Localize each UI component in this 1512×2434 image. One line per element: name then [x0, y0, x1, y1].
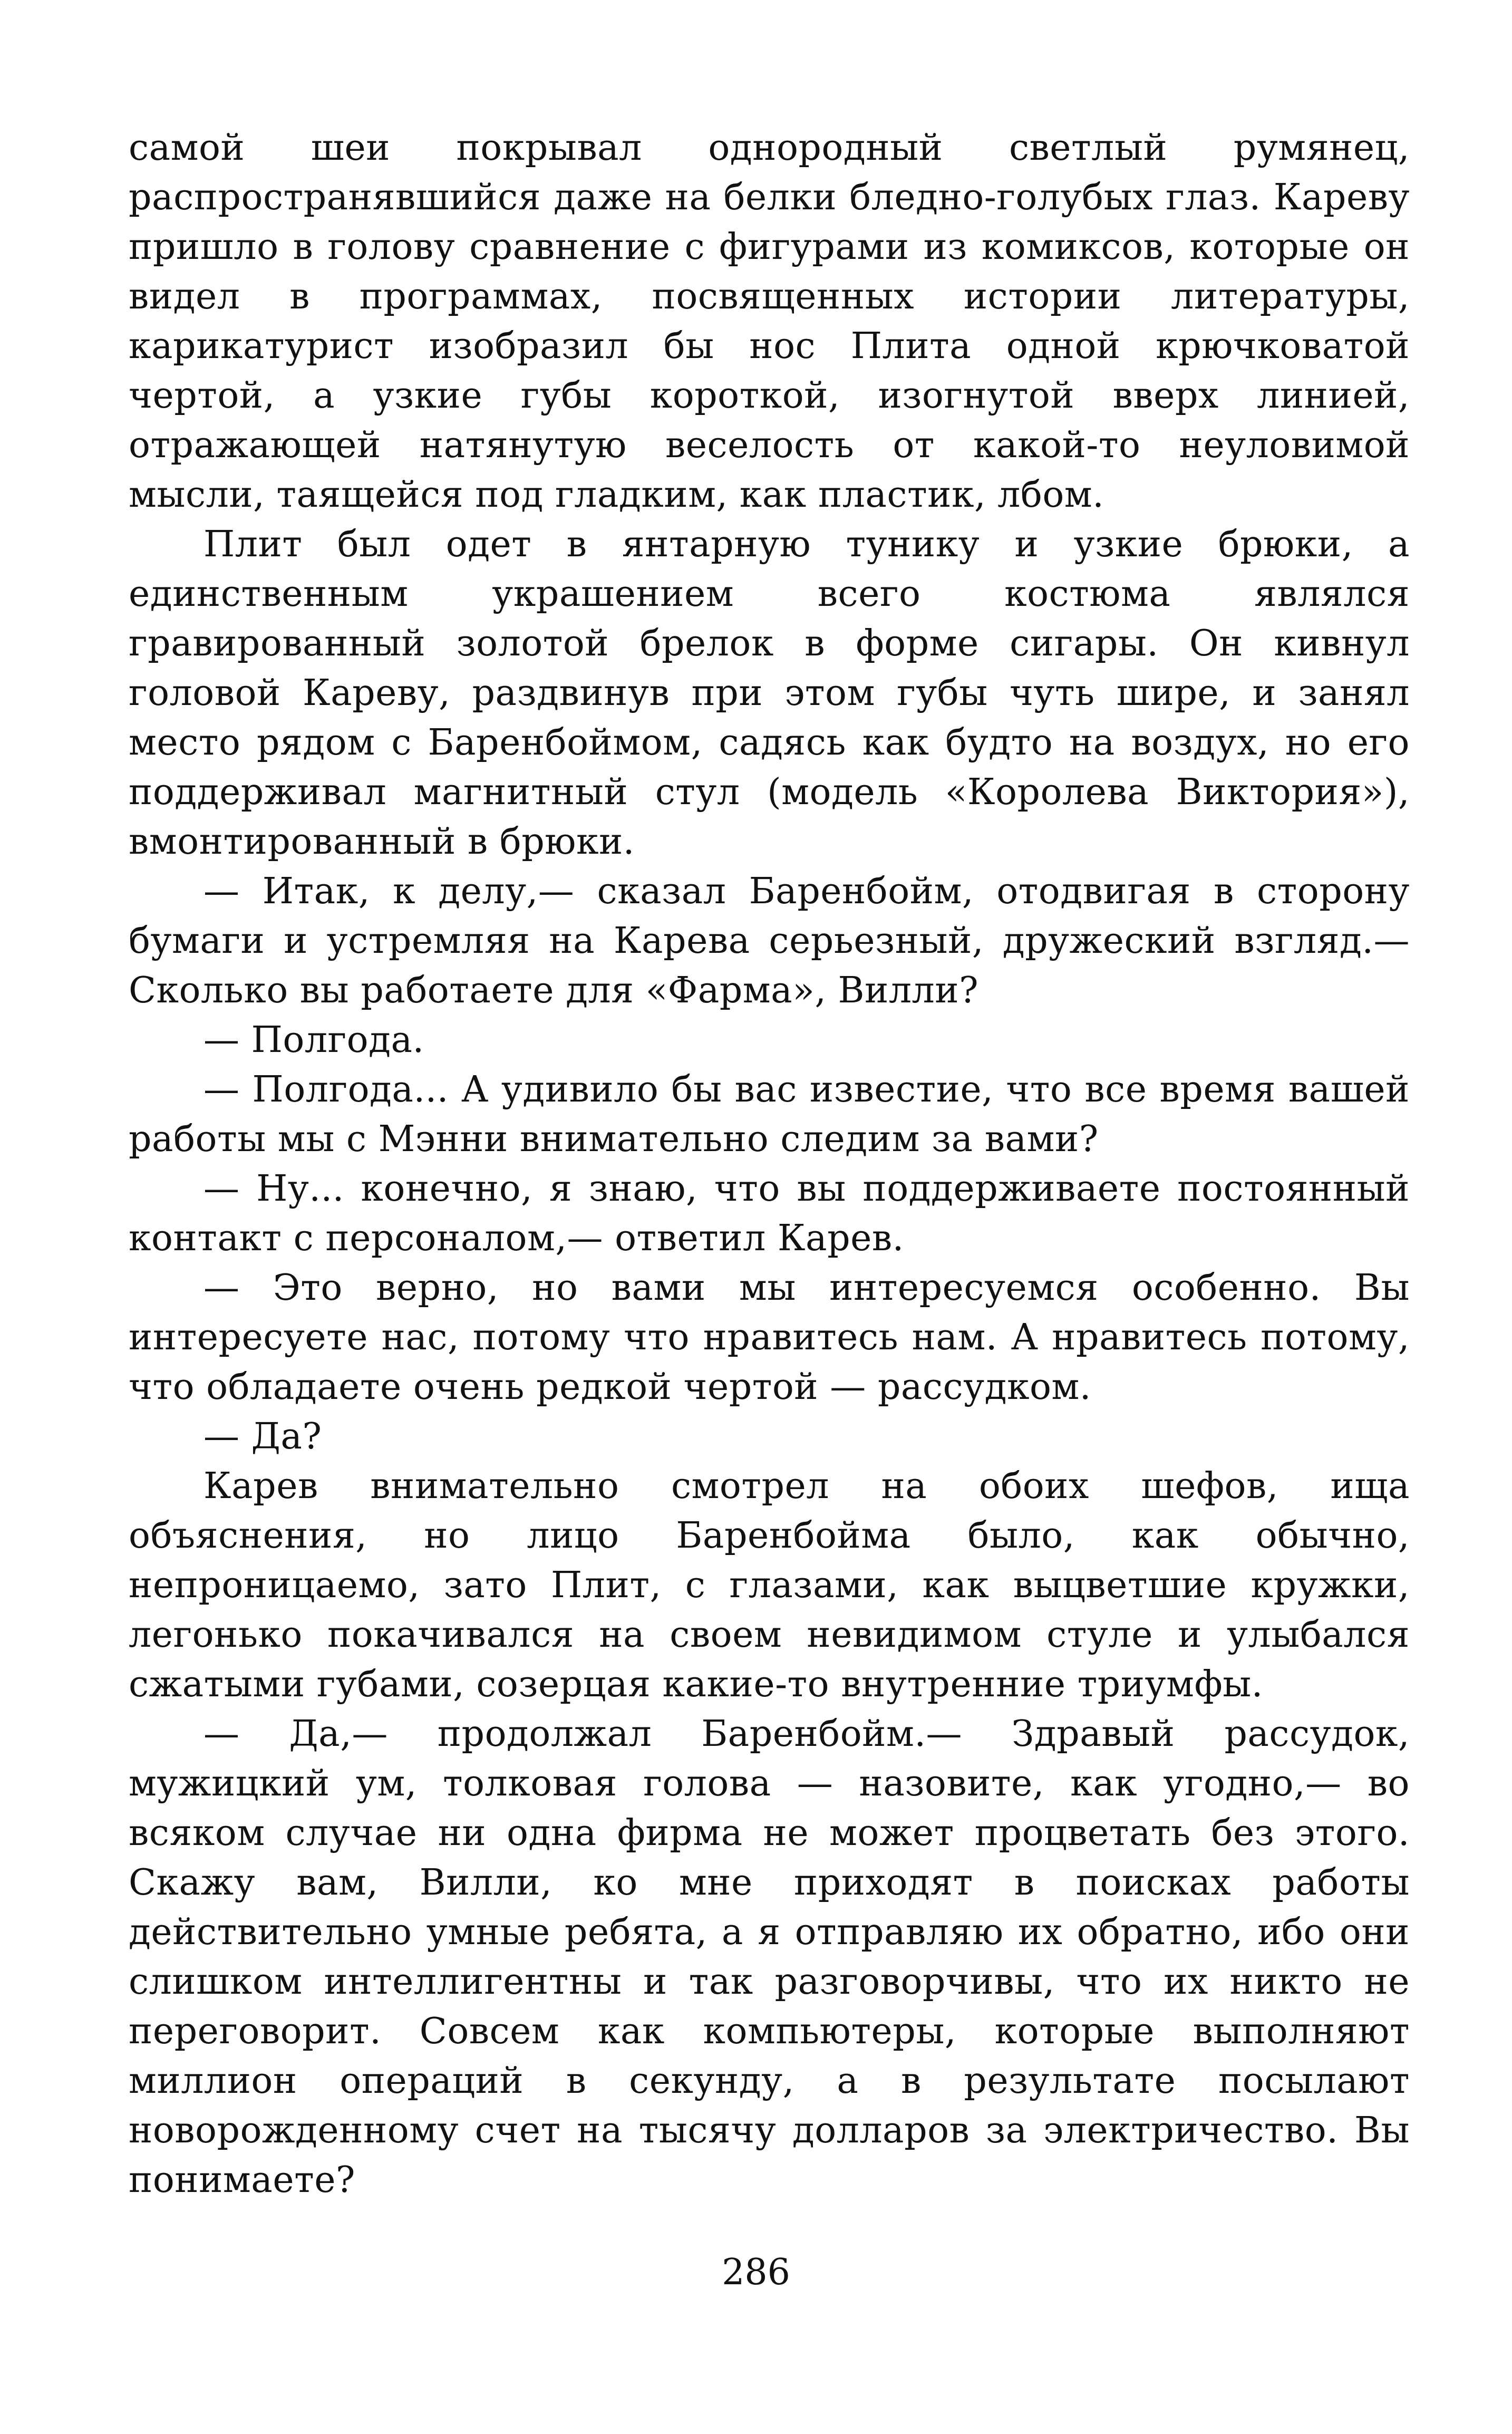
paragraph-2: Плит был одет в янтарную тунику и узкие брюки, а единственным украшением всего костюма являлся гравированный золотой брелок в форме сигары. Он кивнул головой Кареву, раздвинув при этом губы чуть шире, и занял место рядом с Баренбоймом, садясь как будто на воздух, но его поддерживал магнитный стул (модель «Королева Виктория»), вмонтированный в брюки. — [129, 524, 1410, 863]
paragraph-10: — Да,— продолжал Баренбойм.— Здравый рассудок, мужицкий ум, толковая голова — назовите, как угодно,— во всяком случае ни одна фирма не может процветать без этого. Скажу вам, Вилли, ко мне приходят в поисках работы действительно умные ребята, а я отправляю их обратно, ибо они слишком интеллигентны и так разговорчивы, что их никто не переговорит. Совсем как компьютеры, которые выполняют миллион операций в секунду, а в результате посылают новорожденному счет на тысячу долларов за электричество. Вы понимаете? — [129, 1713, 1410, 2201]
paragraph-9: Карев внимательно смотрел на обоих шефов, ища объяснения, но лицо Баренбойма было, как обычно, непроницаемо, зато Плит, с глазами, как выцветшие кружки, легонько покачивался на своем невидимом стуле и улыбался сжатыми губами, созерцая какие-то внутренние триумфы. — [129, 1465, 1410, 1705]
paragraph-7: — Это верно, но вами мы интересуемся особенно. Вы интересуете нас, потому что нравитесь нам. А нравитесь потому, что обладаете очень редкой чертой — рассудком. — [129, 1267, 1410, 1408]
paragraph-1: самой шеи покрывал однородный светлый румянец, распространявшийся даже на белки бледно-голубых глаз. Кареву пришло в голову сравнение с фигурами из комиксов, которые он видел в программах, посвященных истории литературы, карикатурист изобразил бы нос Плита одной крючковатой чертой, а узкие губы короткой, изогнутой вверх линией, отражающей натянутую веселость от какой-то неуловимой мысли, таящейся под гладким, как пластик, лбом. — [129, 127, 1410, 516]
paragraph-4: — Полгода. — [203, 1019, 424, 1061]
page-number: 286 — [722, 2252, 790, 2293]
paragraph-6: — Ну... конечно, я знаю, что вы поддерживаете постоянный контакт с персоналом,— ответил Карев. — [129, 1168, 1410, 1259]
paragraph-5: — Полгода... А удивило бы вас известие, что все время вашей работы мы с Мэнни внимательно следим за вами? — [129, 1069, 1410, 1160]
paragraph-3: — Итак, к делу,— сказал Баренбойм, отодвигая в сторону бумаги и устремляя на Карева серьезный, дружеский взгляд.— Сколько вы работаете для «Фарма», Вилли? — [129, 871, 1410, 1011]
paragraph-8: — Да? — [203, 1416, 322, 1457]
page-text — [129, 123, 1410, 2205]
